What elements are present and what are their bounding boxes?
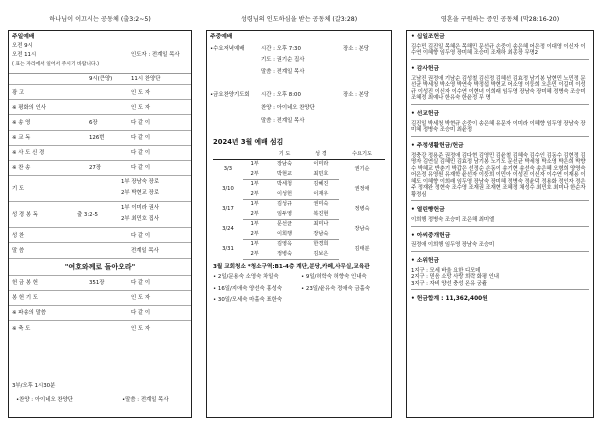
item-name: ※ 송 영 xyxy=(12,119,31,126)
schedule-date: 3/24 xyxy=(222,225,234,232)
category-title: • 주정생활헌금/헌금 xyxy=(411,142,464,149)
item-name: ※ 찬 송 xyxy=(12,165,31,172)
reader: 이미라 xyxy=(313,161,329,168)
item-detail: 351장 xyxy=(89,280,105,286)
category-names: 정충강 정용준 권정애 김다현 김영민 김윤철 김혜숙 김수인 김동수 김현정 김명자 김연실 김혜민 김효정 남기봉 노기도 문선균 박세청 박소영 박은희 박향수 박혜교 반춘기 박갑은 선정순 손동이 송기현 송선숙 송은혜 오형희 양영숙 어은정 유영원 유재학 윤선자 이둥희 이민아 이성진 이신자 이수연 이재용 이혜도 이혜향 이희래 임두영 장남숙 장미혜 정병숙 정윤덕 정용화 정인자 정은주 정재완 정현숙 조수영 조재권 조재현 조혜정 채성수 최민호 최미나 한순자 황정심 xyxy=(411,152,586,198)
reader: 이재우 xyxy=(303,189,339,199)
divider xyxy=(411,104,589,105)
item-leader: 다 같 이 xyxy=(131,150,151,157)
reader-1: 1부 이미라 권사 xyxy=(121,205,160,212)
item-leader: 인 도 자 xyxy=(131,104,151,111)
item-name: 봉 헌 기 도 xyxy=(12,295,38,302)
header-date xyxy=(213,149,243,159)
prayer-leader-1: 1부 장남숙 장로 xyxy=(121,179,160,186)
header-part xyxy=(243,149,267,159)
part: 1부 xyxy=(250,161,259,168)
schedule-row xyxy=(213,179,385,189)
cleaning-title: 3월 교회청소 *청소구역:B1-4층 계단,분당,카페,사무실,교육관 xyxy=(213,263,370,270)
item-name: ※ 평화의 인사 xyxy=(12,104,46,111)
service-time: 시간 : 오후 8:00 xyxy=(261,91,301,98)
prayer: 정병숙 xyxy=(266,249,302,259)
order-row xyxy=(9,291,191,306)
category-title: • 감사헌금 xyxy=(411,65,440,72)
offering-category xyxy=(407,140,593,201)
cleaning-schedule xyxy=(207,260,391,304)
service-word: 말씀 : 전계일 목사 xyxy=(261,117,305,124)
cleaning-line xyxy=(213,297,385,303)
category-names: 1지구 : 모세 바울 요한 디모데 2지구 : 믿음 소망 사랑 희락 화평 인내 3지구 : 자비 양선 충성 온유 궁휼 xyxy=(411,267,499,287)
offering-total xyxy=(407,293,593,303)
reader: 권미숙 xyxy=(313,201,329,208)
offering-category xyxy=(407,63,593,105)
order-row xyxy=(9,131,191,146)
category-title: • 소위헌금 xyxy=(411,257,440,264)
offering-category xyxy=(407,204,593,226)
schedule-row xyxy=(213,199,385,209)
reader: 최미나 xyxy=(313,221,329,228)
prayer: 김성규 xyxy=(277,201,293,208)
service-name: •금요찬양기도회 xyxy=(210,91,250,98)
category-names: 이희행 정병숙 조승미 조은해 최미엘 xyxy=(411,217,495,224)
item-leader: 인 도 자 xyxy=(131,325,151,332)
cleaning-line xyxy=(213,274,385,280)
worship-header xyxy=(9,31,191,74)
divider xyxy=(411,226,589,227)
item-name: ※ 교 독 xyxy=(12,135,31,142)
reader: 장남숙 xyxy=(303,229,339,239)
item-leader: 다 같 이 xyxy=(131,135,151,142)
reader: 한경희 xyxy=(313,241,329,248)
part: 2부 xyxy=(243,249,267,259)
header-wednesday: 수요기도 xyxy=(339,149,385,159)
divider xyxy=(411,289,589,290)
part: 2부 xyxy=(243,209,267,219)
section-title: 주중예배 xyxy=(210,34,233,40)
schedule-row xyxy=(213,239,385,249)
prayer: 이성헌 xyxy=(266,189,302,199)
service-word: 말씀 : 전계일 목사 xyxy=(261,68,305,75)
service-time-1: 오전 9시 xyxy=(12,42,33,49)
order-of-worship-box xyxy=(8,30,192,418)
item-name: 말 씀 xyxy=(12,247,25,254)
order-row xyxy=(9,276,191,291)
service-place: 장소 : 본당 xyxy=(343,45,370,52)
header-prayer: 기 도 xyxy=(266,149,302,159)
cleaning-entry: • 16일/지애숙 양선숙 홍성숙 xyxy=(213,285,283,292)
item-name: 헌 금 봉 헌 xyxy=(12,280,38,286)
item-leader: 다 같 이 xyxy=(131,165,151,172)
prayer: 문선균 xyxy=(277,221,293,228)
officiant: 인도자 : 전계일 목사 xyxy=(131,52,180,58)
order-row xyxy=(9,115,191,130)
divider xyxy=(411,136,589,137)
prayer: 박세청 xyxy=(277,181,293,188)
column-title: 하나님이 이끄시는 공동체 (출3:2~5) xyxy=(49,16,151,23)
item-name: 광 고 xyxy=(12,89,25,96)
service-time-2: 오전 11시 xyxy=(12,52,37,58)
schedule-row xyxy=(213,159,385,169)
category-names: 김진일 박세청 박현규 손중이 송은혜 유문자 이미라 이혜향 임두영 장남숙 장미혜 정병숙 조승미 최윤정 xyxy=(411,120,586,134)
service-time: 시간 : 오후 7:30 xyxy=(261,45,301,52)
offering-category xyxy=(407,108,593,137)
prayer: 이희행 xyxy=(266,229,302,239)
afternoon-word: •말씀 : 전계일 목사 xyxy=(122,397,169,403)
offering-total-text: • 헌금합계 : 11,362,400원 xyxy=(411,296,488,303)
schedule-date: 3/31 xyxy=(222,245,234,252)
category-title: • 아씨중개헌금 xyxy=(411,232,451,239)
offering-category xyxy=(407,255,593,290)
prayer: 김영옥 xyxy=(277,241,293,248)
schedule-date: 3/3 xyxy=(223,166,233,173)
schedule-title: 2024년 3월 예배 섬김 xyxy=(213,137,284,146)
item-leader: 인 도 자 xyxy=(131,295,151,302)
service-prayer: 기도 : 권기순 집사 xyxy=(261,56,305,63)
order-row-prayer xyxy=(9,176,191,202)
item-leader: 전계일 목사 xyxy=(131,247,159,254)
item-name: 기 도 xyxy=(12,186,25,193)
part: 1부 xyxy=(250,201,259,208)
afternoon-service xyxy=(12,383,190,411)
prayer: 박현교 xyxy=(266,169,302,179)
order-row-reading xyxy=(9,202,191,228)
order-row xyxy=(9,243,191,258)
cleaning-entry: • 30일/모세숙 마홀숙 표한숙 xyxy=(213,297,283,304)
offering-category xyxy=(407,31,593,60)
col-header-9: 9시(큰양) xyxy=(89,76,113,82)
item-leader: 다 같 이 xyxy=(131,310,151,317)
reader: 복진현 xyxy=(303,209,339,219)
cleaning-entry: • 9일/허학숙 허향숙 인내숙 xyxy=(301,274,367,281)
schedule-table xyxy=(213,149,385,260)
order-row xyxy=(9,146,191,161)
reader: 김보은 xyxy=(303,249,339,259)
order-row xyxy=(9,161,191,176)
service-place: 장소 : 본당 xyxy=(343,91,370,98)
item-name: ※ 축 도 xyxy=(12,325,31,332)
wednesday-service xyxy=(207,46,391,84)
reader: 김혜진 xyxy=(313,181,329,188)
order-list xyxy=(9,74,191,336)
order-row xyxy=(9,85,191,100)
category-title: • 십일조헌금 xyxy=(411,34,445,40)
item-leader: 다 같 이 xyxy=(131,280,151,286)
wednesday-prayer: 김태분 xyxy=(354,245,370,252)
divider xyxy=(411,251,589,252)
prayer-leader-2: 2부 박현교 장로 xyxy=(121,189,160,196)
category-names: 권정애 이희행 임두영 장남숙 조승미 xyxy=(411,242,495,249)
col-header-11: 11시 찬양단 xyxy=(131,76,161,82)
divider xyxy=(411,200,589,201)
offering-category xyxy=(407,230,593,252)
cleaning-line xyxy=(213,286,385,292)
part: 2부 xyxy=(243,189,267,199)
order-row xyxy=(9,228,191,243)
part: 1부 xyxy=(250,241,259,248)
column-title: 영혼을 구원하는 증인 공동체 (막28:16-20) xyxy=(440,16,560,23)
item-detail: 27장 xyxy=(89,165,102,172)
order-row xyxy=(9,306,191,321)
sermon-title-row xyxy=(9,259,191,276)
afternoon-praise: •찬양 : 아이네오 찬양단 xyxy=(16,397,74,403)
weekday-service-column xyxy=(206,0,392,424)
wednesday-prayer: 정병숙 xyxy=(354,205,370,212)
column-title: 성령님의 인도하심을 받는 공동체 (갈3:28) xyxy=(240,16,358,23)
standing-note: ( 표는 자리에서 일어서 주시기 바랍니다.) xyxy=(12,62,100,67)
order-row xyxy=(9,100,191,115)
schedule-header xyxy=(213,149,385,159)
section-title: 주일예배 xyxy=(12,34,35,40)
wednesday-prayer: 권정애 xyxy=(354,185,370,192)
item-leader: 인 도 자 xyxy=(131,89,151,96)
part: 2부 xyxy=(243,229,267,239)
prayer: 장남숙 xyxy=(277,161,293,168)
friday-service xyxy=(207,92,391,132)
scripture-ref: 출 3:2-5 xyxy=(77,212,98,219)
item-name: ※ 사 도 신 경 xyxy=(12,150,45,157)
part: 1부 xyxy=(250,221,259,228)
wednesday-prayer: 장남숙 xyxy=(354,225,370,232)
category-title: • 선교헌금 xyxy=(411,110,440,117)
schedule-row xyxy=(213,219,385,229)
reader-2: 2부 최민호 집사 xyxy=(121,215,160,222)
schedule-date: 3/10 xyxy=(222,185,234,192)
offering-box xyxy=(406,30,594,418)
header-reading: 성 경 xyxy=(303,149,339,159)
cleaning-entry: • 23일/윤유숙 정애숙 금홀숙 xyxy=(301,285,371,292)
item-name: ※ 파송의 말씀 xyxy=(12,310,46,317)
category-title: • 열린빵헌금 xyxy=(411,207,445,214)
service-name: •수요저녁예배 xyxy=(210,45,245,52)
item-name: 성 찬 xyxy=(12,232,25,239)
divider xyxy=(411,59,589,60)
sermon-title: "여호와께로 돌아오라" xyxy=(64,262,136,271)
service-praise: 찬양 : 아이네오 찬양단 xyxy=(261,104,315,111)
afternoon-details xyxy=(12,397,190,405)
item-name: 성 경 봉 독 xyxy=(12,212,38,219)
order-column-header xyxy=(9,74,191,85)
category-names: 김수민 김진일 목혜은 목해민 문선규 손중이 송은혜 어은정 이대영 이신자 이수연 이혜향 임두영 장미혜 조승미 조재하 최종장 무명2 xyxy=(411,43,586,57)
schedule-date: 3/17 xyxy=(222,205,234,212)
item-detail: 126번 xyxy=(89,135,105,142)
order-of-worship-column xyxy=(8,0,192,424)
category-names: 고남진 권정애 기남순 김성철 김신정 김혜선 김효정 남기봉 남현민 노민정 문선균 박세청 박소영 박연숙 박정섭 박현교 어소영 이둥희 오은민 이길미 이성규 이성진 이신자 이수연 이현녀 이희래 임두영 장남숙 장미혜 정병숙 조승미 조혜정 최예나 한유숙 한윤정 무 명 xyxy=(411,75,586,102)
item-detail: 6장 xyxy=(89,119,98,126)
offering-column xyxy=(406,0,594,424)
wednesday-prayer: 권기순 xyxy=(354,166,370,173)
part: 1부 xyxy=(250,181,259,188)
item-leader: 다 같 이 xyxy=(131,232,151,239)
weekday-service-box xyxy=(206,30,392,418)
item-leader: 다 같 이 xyxy=(131,119,151,126)
cleaning-entry: • 2일/문용숙 소영숙 차일숙 xyxy=(213,274,279,281)
part: 2부 xyxy=(243,169,267,179)
afternoon-time: 3부/오후 1시30분 xyxy=(12,383,56,389)
prayer: 임두영 xyxy=(266,209,302,219)
reader: 최민호 xyxy=(303,169,339,179)
order-row xyxy=(9,321,191,336)
